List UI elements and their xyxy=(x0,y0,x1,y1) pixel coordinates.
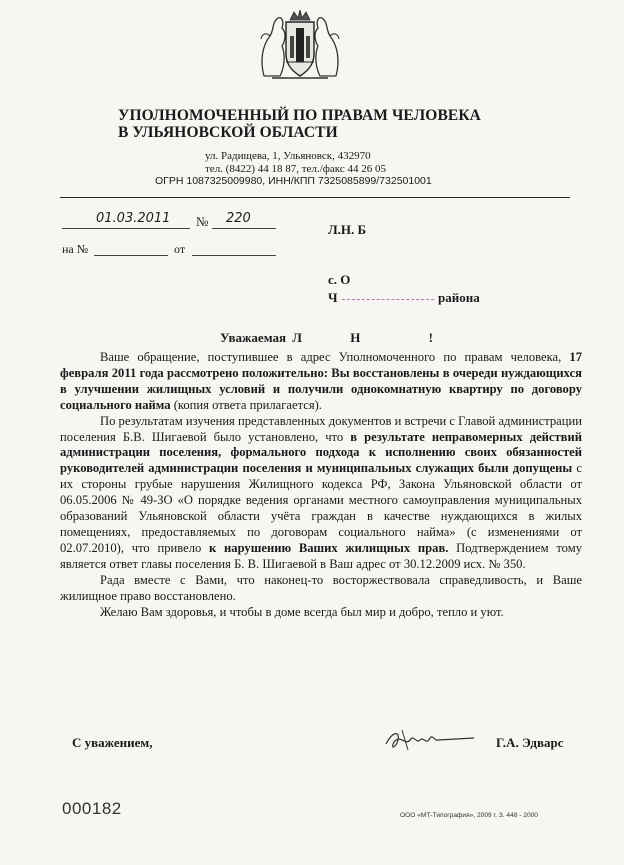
header-divider xyxy=(60,197,570,198)
number-label: № xyxy=(196,214,209,229)
addressee-name: Л.Н. Б xyxy=(328,222,367,237)
p2-tail: Подтверждением тому является ответ главы поселения Б. В. Шигаевой в Ваш адрес от 30.12.2009 исх. № 350. xyxy=(60,540,582,571)
paragraph-1 xyxy=(60,350,582,414)
p2-middle: с их стороны грубые нарушения Жилищного кодекса РФ, Закона Ульяновской области от 06.05.2006 № 49-ЗО «О порядке ведения органами местного самоуправления муниципальных образований Ульяновской области учёта граждан в качестве нуждающихся в жилых помещениях, предоставляемых по договорам социального найма» (с изменениями от 02.07.2010), что привело xyxy=(60,461,582,555)
org-title-line2: В УЛЬЯНОВСКОЙ ОБЛАСТИ xyxy=(118,124,338,141)
letter-body xyxy=(60,350,582,620)
phone-numbers: тел. (8422) 44 18 87, тел./факс 44 26 05 xyxy=(205,162,386,175)
printer-imprint: ООО «МТ-Типография», 2009 г. З. 448 - 2000 xyxy=(400,812,538,819)
salutation xyxy=(220,330,433,346)
addressee-district-suffix: района xyxy=(438,290,480,305)
p2-bold: в результате неправомерных действий администрации поселения, формального подхода к исполнению своих обязанностей руководителей администрации поселения и муниципальных служащих были допущены xyxy=(60,429,583,476)
number-underline xyxy=(212,228,276,229)
handwritten-signature-icon xyxy=(382,726,478,756)
p1-tail: (копия ответа прилагается). xyxy=(170,397,322,412)
org-address xyxy=(155,150,585,188)
paragraph-2 xyxy=(60,414,582,573)
salutation-initial-1: Л xyxy=(292,330,302,345)
p1-bold: 17 февраля 2011 года рассмотрено положительно: Вы восстановлены в очереди нуждающихся в улучшении жилищных условий и получили однокомнатную квартиру по договору социального найма xyxy=(60,350,582,412)
signer-name: Г.А. Эдварс xyxy=(496,735,564,750)
date-underline xyxy=(62,228,190,229)
addressee-district-prefix: Ч xyxy=(328,290,338,305)
ogrn-line: ОГРН 1087325009980, ИНН/КПП 7325085899/732501001 xyxy=(155,175,432,187)
street-address: ул. Радищева, 1, Ульяновск, 432970 xyxy=(205,150,371,162)
coat-of-arms-icon xyxy=(252,6,348,82)
org-title xyxy=(118,107,538,141)
paragraph-4: Желаю Вам здоровья, и чтобы в доме всегда был мир и добро, тепло и уют. xyxy=(100,604,504,619)
to-number-label: на № xyxy=(62,242,89,256)
serial-number: 000182 xyxy=(62,799,122,818)
salutation-exclaim: ! xyxy=(428,330,433,345)
salutation-word: Уважаемая xyxy=(220,330,286,345)
to-number-underline xyxy=(94,255,168,256)
redaction-mark xyxy=(342,299,434,300)
p2-text: По результатам изучения представленных документов и встречи с Главой администрации поселения Б.В. Шигаевой было установлено, что xyxy=(60,413,582,444)
from-label: от xyxy=(174,242,186,256)
p1-text: Ваше обращение, поступившее в адрес Уполномоченного по правам человека, xyxy=(100,350,570,364)
from-underline xyxy=(192,255,276,256)
reference-date: 01.03.2011 xyxy=(96,211,171,226)
org-title-line1: УПОЛНОМОЧЕННЫЙ ПО ПРАВАМ ЧЕЛОВЕКА xyxy=(118,107,481,124)
salutation-initial-2: Н xyxy=(350,330,361,345)
closing-regards: С уважением, xyxy=(72,735,153,750)
addressee-village: с. О xyxy=(328,272,351,287)
paragraph-3: Рада вместе с Вами, что наконец-то восторжествовала справедливость, и Ваше жилищное право восстановлено. xyxy=(60,572,582,603)
reference-number: 220 xyxy=(226,211,251,226)
p2-bold-2: к нарушению Ваших жилищных прав. xyxy=(209,540,449,555)
